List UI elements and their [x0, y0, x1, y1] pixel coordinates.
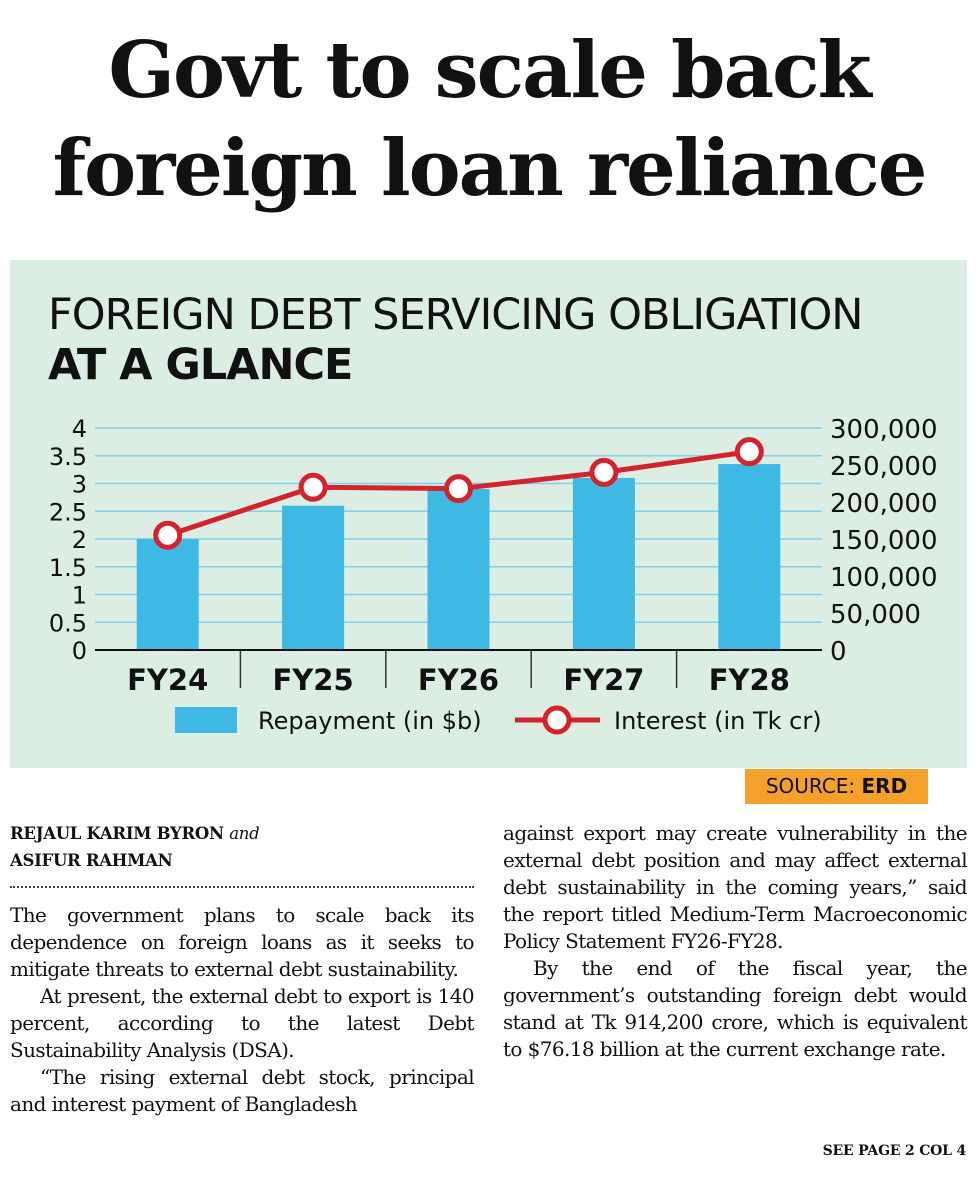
- legend-bar-swatch: [175, 707, 237, 733]
- y-right-tick-label: 200,000: [830, 489, 938, 519]
- headline: [0, 22, 978, 218]
- byline-author-2: ASIFUR RAHMAN: [10, 851, 173, 870]
- y-right-tick-label: 250,000: [830, 452, 938, 482]
- article-paragraph: At present, the external debt to export is 140 percent, according to the latest Debt Sustainability Analysis (DSA).: [10, 984, 474, 1062]
- headline-line-2: foreign loan reliance: [52, 123, 926, 214]
- headline-line-1: Govt to scale back: [108, 25, 870, 116]
- y-left-tick-label: 0: [71, 637, 87, 665]
- interest-point: [156, 523, 180, 547]
- article-paragraph: The government plans to scale back its dependence on foreign loans as it seeks to mitigate threats to external debt sustainability.: [10, 903, 474, 981]
- legend-label-interest: Interest (in Tk cr): [614, 707, 822, 735]
- y-left-tick-label: 1: [71, 581, 87, 610]
- source-value: ERD: [861, 774, 908, 798]
- y-right-tick-label: 0: [830, 637, 847, 667]
- y-left-tick-label: 2.5: [48, 498, 87, 527]
- chart-title-line-1: FOREIGN DEBT SERVICING OBLIGATION: [48, 290, 863, 340]
- x-tick-label: FY27: [563, 663, 645, 697]
- chart-title-line-2: AT A GLANCE: [48, 340, 353, 390]
- y-right-tick-label: 50,000: [830, 600, 921, 630]
- interest-point: [737, 440, 761, 464]
- jump-line[interactable]: SEE PAGE 2 COL 4: [822, 1143, 966, 1159]
- byline: [10, 820, 478, 874]
- interest-point: [592, 460, 616, 484]
- byline-divider: [10, 886, 474, 888]
- article-column-right: [503, 820, 967, 1063]
- interest-point: [301, 475, 325, 499]
- article-paragraph: “The rising external debt stock, principal and interest payment of Bangladesh: [10, 1065, 474, 1116]
- legend-label-repayment: Repayment (in $b): [258, 707, 482, 735]
- y-left-tick-label: 1.5: [48, 553, 87, 582]
- y-left-tick-label: 4: [71, 415, 87, 443]
- bar: [573, 478, 635, 650]
- x-tick-label: FY26: [417, 663, 500, 697]
- byline-author-1: REJAUL KARIM BYRON: [10, 824, 224, 843]
- y-left-tick-label: 0.5: [48, 609, 87, 638]
- source-label: SOURCE:: [765, 774, 856, 798]
- chart-svg: [10, 260, 967, 768]
- legend-marker-swatch: [545, 708, 569, 732]
- y-left-tick-label: 2: [71, 526, 87, 554]
- article-column-left: [10, 902, 474, 1118]
- source-tag: [745, 769, 928, 804]
- x-tick-label: FY28: [708, 663, 790, 697]
- y-right-tick-label: 300,000: [830, 415, 938, 445]
- article-paragraph: By the end of the fiscal year, the government’s outstanding foreign debt would stand at Tk 914,200 crore, which is equivalent to $76.18 billion at the current exchange rate.: [503, 956, 967, 1061]
- chart-panel: [10, 260, 967, 768]
- bar: [718, 464, 780, 650]
- x-tick-label: FY24: [127, 663, 209, 697]
- y-left-tick-label: 3.5: [48, 442, 87, 471]
- y-left-tick-label: 3: [71, 470, 87, 499]
- x-tick-label: FY25: [272, 663, 354, 697]
- byline-conjunction: and: [229, 824, 260, 843]
- interest-point: [447, 477, 471, 501]
- bar: [428, 489, 490, 650]
- y-right-tick-label: 150,000: [830, 526, 938, 556]
- y-right-tick-label: 100,000: [830, 563, 938, 593]
- bar: [137, 539, 199, 650]
- bar: [282, 506, 344, 650]
- article-paragraph: against export may create vulnerability in the external debt position and may affect external debt sustainability in the coming years,” said the report titled Medium-Term Macroeconomic Policy Statement FY26-FY28.: [503, 821, 967, 953]
